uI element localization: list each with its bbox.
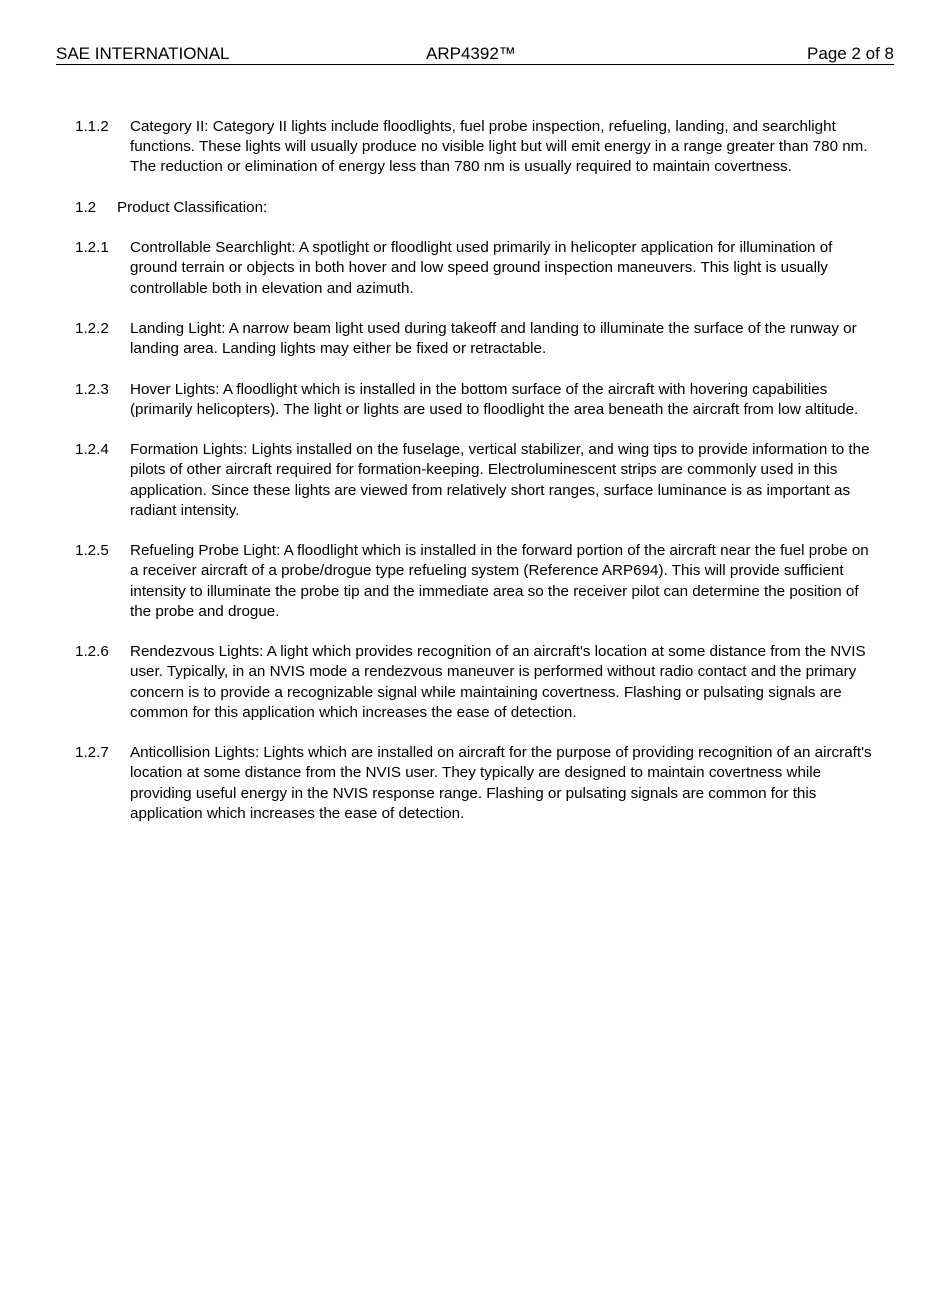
section-1-2-2 bbox=[75, 319, 875, 359]
section-1-2-7 bbox=[75, 743, 875, 824]
section-1-2-5 bbox=[75, 541, 875, 622]
section-heading: Product Classification: bbox=[117, 198, 268, 216]
section-text: Formation Lights: Lights installed on the fuselage, vertical stabilizer, and wing tips to provide information to the pilots of other aircraft required for formation-keeping. Electroluminescent strips are commonly used in this application. Since these lights are viewed from relatively short ranges, surface luminance is as important as radiant intensity. bbox=[130, 441, 870, 519]
section-number: 1.2.6 bbox=[75, 643, 109, 661]
section-number: 1.2.2 bbox=[75, 319, 109, 337]
section-text: Refueling Probe Light: A floodlight which is installed in the forward portion of the aircraft near the fuel probe on a receiver aircraft of a probe/drogue type refueling system (Reference ARP694). This will provide sufficient intensity to illuminate the probe tip and the immediate area so the receiver pilot can determine the position of the probe and drogue. bbox=[130, 542, 869, 620]
page-header bbox=[56, 44, 894, 65]
section-text: Anticollision Lights: Lights which are installed on aircraft for the purpose of providing recognition of an aircraft's location at some distance from the NVIS user. They typically are designed to maintain covertness while providing useful energy in the NVIS response range. Flashing or pulsating signals are common for this application which increases the ease of detection. bbox=[130, 744, 872, 822]
section-1-2 bbox=[75, 198, 875, 218]
section-text: Landing Light: A narrow beam light used during takeoff and landing to illuminate the surface of the runway or landing area. Landing lights may either be fixed or retractable. bbox=[130, 319, 857, 358]
section-1-2-6 bbox=[75, 642, 875, 723]
header-document-id: ARP4392™ bbox=[426, 44, 516, 63]
header-organization: SAE INTERNATIONAL bbox=[56, 44, 230, 63]
section-1-1-2 bbox=[75, 117, 875, 178]
section-number: 1.1.2 bbox=[75, 118, 109, 135]
section-text: Controllable Searchlight: A spotlight or floodlight used primarily in helicopter application for illumination of ground terrain or objects in both hover and low speed ground inspection maneuvers. This light is usually controllable both in elevation and azimuth. bbox=[130, 239, 833, 297]
section-number: 1.2.5 bbox=[75, 542, 109, 560]
document-body bbox=[75, 117, 875, 844]
section-number: 1.2.4 bbox=[75, 441, 109, 459]
section-text: Category II: Category II lights include floodlights, fuel probe inspection, refueling, landing, and searchlight functions. These lights will usually produce no visible light but will emit energy in a range greater than 780 nm. The reduction or elimination of energy less than 780 nm is usually required to maintain covertness. bbox=[130, 118, 868, 176]
section-1-2-1 bbox=[75, 238, 875, 299]
section-1-2-3 bbox=[75, 380, 875, 420]
section-number: 1.2.3 bbox=[75, 380, 109, 398]
section-number: 1.2.1 bbox=[75, 239, 109, 257]
section-1-2-4 bbox=[75, 440, 875, 521]
section-text: Hover Lights: A floodlight which is installed in the bottom surface of the aircraft with hovering capabilities (primarily helicopters). The light or lights are used to floodlight the area beneath the aircraft from low altitude. bbox=[130, 380, 859, 418]
section-number: 1.2 bbox=[75, 198, 97, 216]
section-number: 1.2.7 bbox=[75, 744, 109, 762]
section-text: Rendezvous Lights: A light which provides recognition of an aircraft's location at some distance from the NVIS user. Typically, in an NVIS mode a rendezvous maneuver is performed without radio contact and the primary concern is to provide a recognizable signal while maintaining covertness. Flashing or pulsating signals are common for this application which increases the ease of detection. bbox=[130, 643, 866, 721]
header-page-number: Page 2 of 8 bbox=[807, 44, 894, 63]
